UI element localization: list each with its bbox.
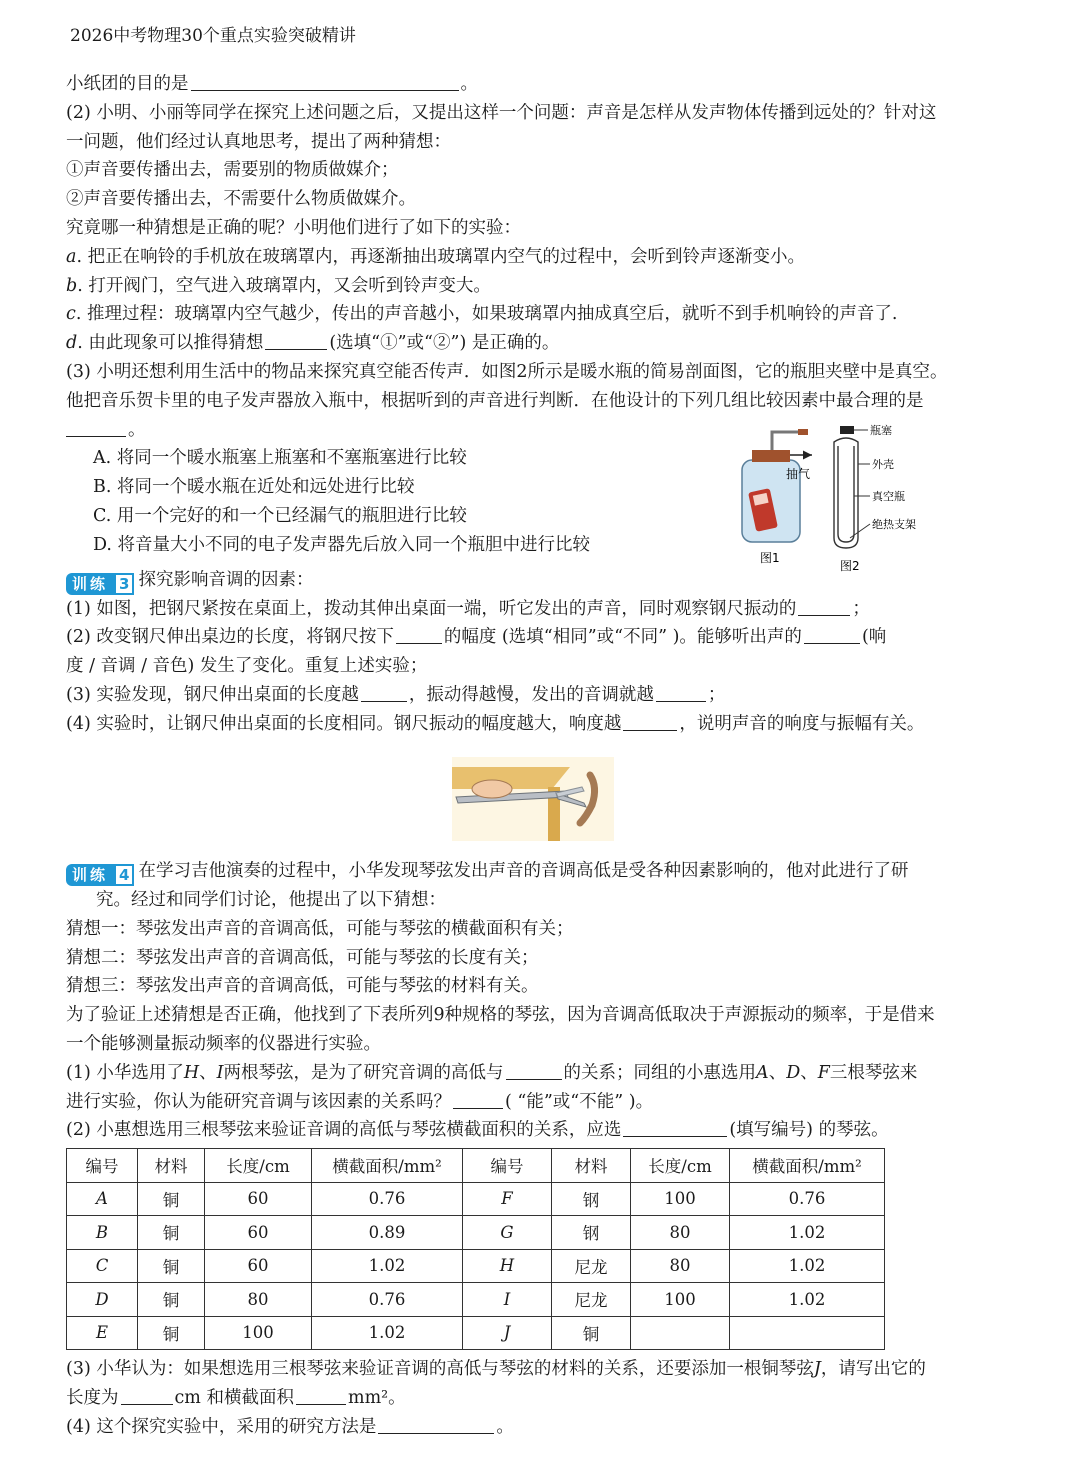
text: 进行实验，你认为能研究音调与该因素的关系吗？ [66, 1091, 451, 1112]
training-badge [66, 864, 134, 886]
table-row [67, 1316, 885, 1350]
table-header: 长度/cm [205, 1149, 312, 1183]
badge-number: 3 [114, 573, 134, 595]
table-cell: 100 [631, 1182, 730, 1216]
line-s1-6: 究竟哪一种猜想是正确的呢？小明他们进行了如下的实验： [66, 217, 521, 238]
text: 。 [128, 419, 146, 440]
item-letter: a [66, 246, 77, 267]
table-cell: D [67, 1283, 138, 1317]
line-t4-intro2: 究。经过和同学们讨论，他提出了以下猜想： [96, 890, 446, 910]
table-cell: E [67, 1316, 138, 1350]
table-cell: 铜 [552, 1316, 631, 1350]
text: (4) 实验时，让钢尺伸出桌面的长度相同。钢尺振动的幅度越大，响度越 [66, 713, 622, 734]
line-s1-1 [66, 70, 1021, 99]
table-header: 编号 [463, 1149, 552, 1183]
table-header: 长度/cm [631, 1149, 730, 1183]
leader-line [850, 524, 870, 538]
table-header: 横截面积/mm² [730, 1149, 885, 1183]
line-s1-8 [66, 272, 1021, 301]
text: ，说明声音的响度与振幅有关。 [679, 713, 925, 734]
table-cell: 钢 [552, 1216, 631, 1250]
table-cell [730, 1316, 885, 1350]
text: 。 [496, 1416, 514, 1437]
line-t4-p1: 为了验证上述猜想是否正确，他找到了下表所列9种规格的琴弦，因为音调高低取决于声源振动的频率，于是借来 [66, 1005, 935, 1026]
text: . 推理过程：玻璃罩内空气越少，传出的声音越小，如果玻璃罩内抽成真空后，就听不到手机响铃的声音了. [75, 304, 898, 325]
table-header: 材料 [552, 1149, 631, 1183]
line-t3-q2 [66, 623, 1021, 652]
option-c: C. 用一个完好的和一个已经漏气的瓶胆进行比较 [93, 505, 467, 526]
answer-blank[interactable] [265, 331, 327, 350]
table-cell: A [67, 1182, 138, 1216]
answer-blank[interactable] [378, 1415, 494, 1434]
answer-blank[interactable] [506, 1061, 562, 1080]
line-s1-11: (3) 小明还想利用生活中的物品来探究真空能否传声．如图2所示是暖水瓶的简易剖面图，它的瓶胆夹壁中是真空。 [66, 361, 948, 382]
line-s1-7 [66, 243, 1021, 272]
line-s1-5: ②声音要传播出去，不需要什么物质做媒介。 [66, 189, 416, 210]
text: . 把正在响铃的手机放在玻璃罩内，再逐渐抽出玻璃罩内空气的过程中，会听到铃声逐渐变小。 [76, 246, 806, 267]
table-cell: 60 [205, 1249, 312, 1283]
hand-press-icon [472, 780, 512, 798]
line-t4-q1b [66, 1088, 1021, 1117]
text: (2) 改变钢尺伸出桌边的长度，将钢尺按下 [66, 627, 394, 648]
table-cell: 尼龙 [552, 1249, 631, 1283]
pump-label: 抽气 [786, 467, 811, 481]
page-header: 2026中考物理30个重点实验突破精讲 [70, 26, 356, 46]
figure-ruler-table [452, 757, 614, 841]
line-t4-intro1 [66, 857, 1021, 886]
table-row [67, 1249, 885, 1283]
text: (填写编号) 的琴弦。 [729, 1120, 889, 1141]
line-s1-10 [66, 329, 1021, 358]
answer-blank[interactable] [121, 1386, 173, 1405]
pipe [772, 432, 798, 450]
text: (4) 这个探究实验中，采用的研究方法是 [66, 1416, 377, 1437]
training-badge [66, 573, 134, 595]
label-stopper: 瓶塞 [870, 424, 892, 437]
line-s1-12: 他把音乐贺卡里的电子发声器放入瓶中，根据听到的声音进行判断．在他设计的下列几组比较因素中最合理的是 [66, 390, 924, 411]
table-cell: G [463, 1216, 552, 1250]
label-vacuum: 真空瓶 [872, 490, 905, 503]
table-row [67, 1216, 885, 1250]
line-t4-g3: 猜想三：琴弦发出声音的音调高低，可能与琴弦的材料有关。 [66, 976, 539, 997]
line-t4-q2 [66, 1116, 1021, 1145]
text: (响 [861, 627, 887, 648]
text: ； [852, 598, 870, 619]
figure-bell-jar-thermos [728, 420, 953, 580]
table-cell: 铜 [138, 1182, 205, 1216]
table-cell: 80 [631, 1249, 730, 1283]
table-cell: 60 [205, 1182, 312, 1216]
text: 在学习吉他演奏的过程中，小华发现琴弦发出声音的音调高低是受各种因素影响的，他对此进行了研 [138, 861, 909, 881]
text: . 打开阀门，空气进入玻璃罩内，又会听到铃声变大。 [77, 275, 491, 296]
text: ，振动得越慢，发出的音调就越 [408, 684, 654, 705]
text: (1) 小华选用了 [66, 1062, 184, 1083]
table-cell: C [67, 1249, 138, 1283]
line-t4-q1 [66, 1059, 1021, 1088]
answer-blank[interactable] [361, 683, 407, 702]
line-t3-q2b: 度 / 音调 / 音色) 发生了变化。重复上述实验； [66, 656, 428, 677]
text: 的幅度 (选填“相同”或“不同” )。能够听出声的 [443, 627, 802, 648]
text: 、 [800, 1062, 818, 1083]
answer-blank[interactable] [656, 683, 706, 702]
var: A [756, 1062, 769, 1083]
text: 三根琴弦来 [829, 1062, 918, 1083]
text: ，请写出它的 [820, 1359, 926, 1379]
table-cell [631, 1316, 730, 1350]
table-cell: 0.76 [312, 1283, 463, 1317]
text: ( “能”或“不能” )。 [505, 1091, 654, 1112]
item-letter: b [66, 275, 78, 296]
line-t4-q3 [66, 1355, 1021, 1384]
text: 探究影响音调的因素： [138, 569, 314, 590]
table-header: 编号 [67, 1149, 138, 1183]
line-s1-9 [66, 300, 1021, 329]
table-cell: 铜 [138, 1316, 205, 1350]
var: I [216, 1062, 224, 1083]
line-s1-3: 一问题，他们经过认真地思考，提出了两种猜想： [66, 131, 451, 152]
line-s1-4: ①声音要传播出去，需要别的物质做媒介； [66, 160, 399, 181]
table-cell: 60 [205, 1216, 312, 1250]
table-cell: F [463, 1182, 552, 1216]
line-t4-g1: 猜想一：琴弦发出声音的音调高低，可能与琴弦的横截面积有关； [66, 918, 574, 939]
answer-blank[interactable] [798, 597, 850, 616]
table-cell: B [67, 1216, 138, 1250]
answer-blank[interactable] [804, 625, 860, 644]
text: 小纸团的目的是 [66, 74, 189, 94]
table-row [67, 1182, 885, 1216]
text: ； [707, 684, 726, 705]
table-cell: J [463, 1316, 552, 1350]
var: F [817, 1062, 830, 1083]
text: (3) 小华认为：如果想选用三根琴弦来验证音调的高低与琴弦的材料的关系，还要添加一根铜琴弦 [66, 1359, 814, 1379]
label-shell: 外壳 [872, 458, 894, 471]
var: H [183, 1062, 200, 1083]
text: (选填“①”或“②”) 是正确的。 [329, 333, 560, 354]
training-4 [66, 857, 1021, 1145]
table-cell: 尼龙 [552, 1283, 631, 1317]
answer-blank[interactable] [296, 1386, 346, 1405]
table-row [67, 1283, 885, 1317]
table-cell: 1.02 [730, 1283, 885, 1317]
table-cell: H [463, 1249, 552, 1283]
table-header-row [67, 1149, 885, 1183]
text: . 由此现象可以推得猜想 [77, 333, 264, 354]
text: 两根琴弦，是为了研究音调的高低与 [223, 1062, 504, 1083]
table-cell: 1.02 [312, 1316, 463, 1350]
table-cell: I [463, 1283, 552, 1317]
text: (1) 如图，把钢尺紧按在桌面上，拨动其伸出桌面一端，听它发出的声音，同时观察钢尺振动的 [66, 598, 797, 619]
answer-blank[interactable] [623, 1118, 727, 1137]
line-t3-q4 [66, 710, 1021, 739]
figure-caption-2: 图2 [840, 559, 860, 573]
text: mm²。 [347, 1387, 406, 1408]
figure-caption-1: 图1 [760, 551, 780, 565]
answer-blank[interactable] [396, 625, 442, 644]
main-content [66, 70, 1021, 739]
table-cell: 0.89 [312, 1216, 463, 1250]
training-4-tail [66, 1355, 1021, 1441]
table-header: 材料 [138, 1149, 205, 1183]
line-t4-p2: 一个能够测量振动频率的仪器进行实验。 [66, 1033, 381, 1054]
item-letter: c [66, 304, 76, 325]
text: (2) 小惠想选用三根琴弦来验证音调的高低与琴弦横截面积的关系，应选 [66, 1120, 622, 1141]
jar-cap [752, 450, 790, 462]
bottle-stopper [840, 426, 854, 434]
table-cell: 0.76 [312, 1182, 463, 1216]
table-cell: 铜 [138, 1216, 205, 1250]
table-cell: 1.02 [730, 1249, 885, 1283]
table-cell: 80 [205, 1283, 312, 1317]
text: cm 和横截面积 [174, 1387, 294, 1408]
vacuum-flask [838, 446, 854, 542]
label-support: 绝热支架 [872, 518, 916, 531]
table-cell: 铜 [138, 1283, 205, 1317]
badge-label: 训练 [66, 864, 114, 886]
answer-blank[interactable] [453, 1090, 503, 1109]
table-cell: 钢 [552, 1182, 631, 1216]
line-t4-g2: 猜想二：琴弦发出声音的音调高低，可能与琴弦的长度有关； [66, 947, 539, 968]
valve [798, 429, 808, 435]
table-cell: 80 [631, 1216, 730, 1250]
table-cell: 1.02 [312, 1249, 463, 1283]
text: 、 [768, 1062, 787, 1083]
line-t4-q4 [66, 1413, 1021, 1442]
option-a: A. 将同一个暖水瓶塞上瓶塞和不塞瓶塞进行比较 [93, 448, 467, 469]
badge-label: 训练 [66, 573, 114, 595]
var: J [813, 1359, 821, 1379]
text: 长度为 [66, 1387, 119, 1408]
answer-blank[interactable] [66, 418, 126, 437]
text: 、 [199, 1062, 217, 1083]
line-s1-2: (2) 小明、小丽等同学在探究上述问题之后，又提出这样一个问题：声音是怎样从发声物体传播到远处的？针对这 [66, 102, 937, 123]
table-cell: 100 [205, 1316, 312, 1350]
line-t3-q3 [66, 681, 1021, 710]
answer-blank[interactable] [623, 712, 677, 731]
table-cell: 0.76 [730, 1182, 885, 1216]
item-letter: d [66, 333, 78, 354]
text: 的关系；同组的小惠选用 [563, 1062, 757, 1083]
line-t3-q1 [66, 595, 1021, 624]
option-b: B. 将同一个暖水瓶在近处和远处进行比较 [93, 477, 415, 498]
badge-number: 4 [114, 864, 134, 886]
table-cell: 1.02 [730, 1216, 885, 1250]
option-d: D. 将音量大小不同的电子发声器先后放入同一个瓶胆中进行比较 [93, 534, 591, 555]
var: D [786, 1062, 801, 1083]
table-cell: 100 [631, 1283, 730, 1317]
answer-blank[interactable] [191, 72, 459, 91]
table-cell: 铜 [138, 1249, 205, 1283]
table-header: 横截面积/mm² [312, 1149, 463, 1183]
text: 。 [460, 74, 478, 94]
strings-table [66, 1148, 885, 1350]
line-t4-q3b [66, 1384, 1021, 1413]
text: (3) 实验发现，钢尺伸出桌面的长度越 [66, 684, 359, 705]
